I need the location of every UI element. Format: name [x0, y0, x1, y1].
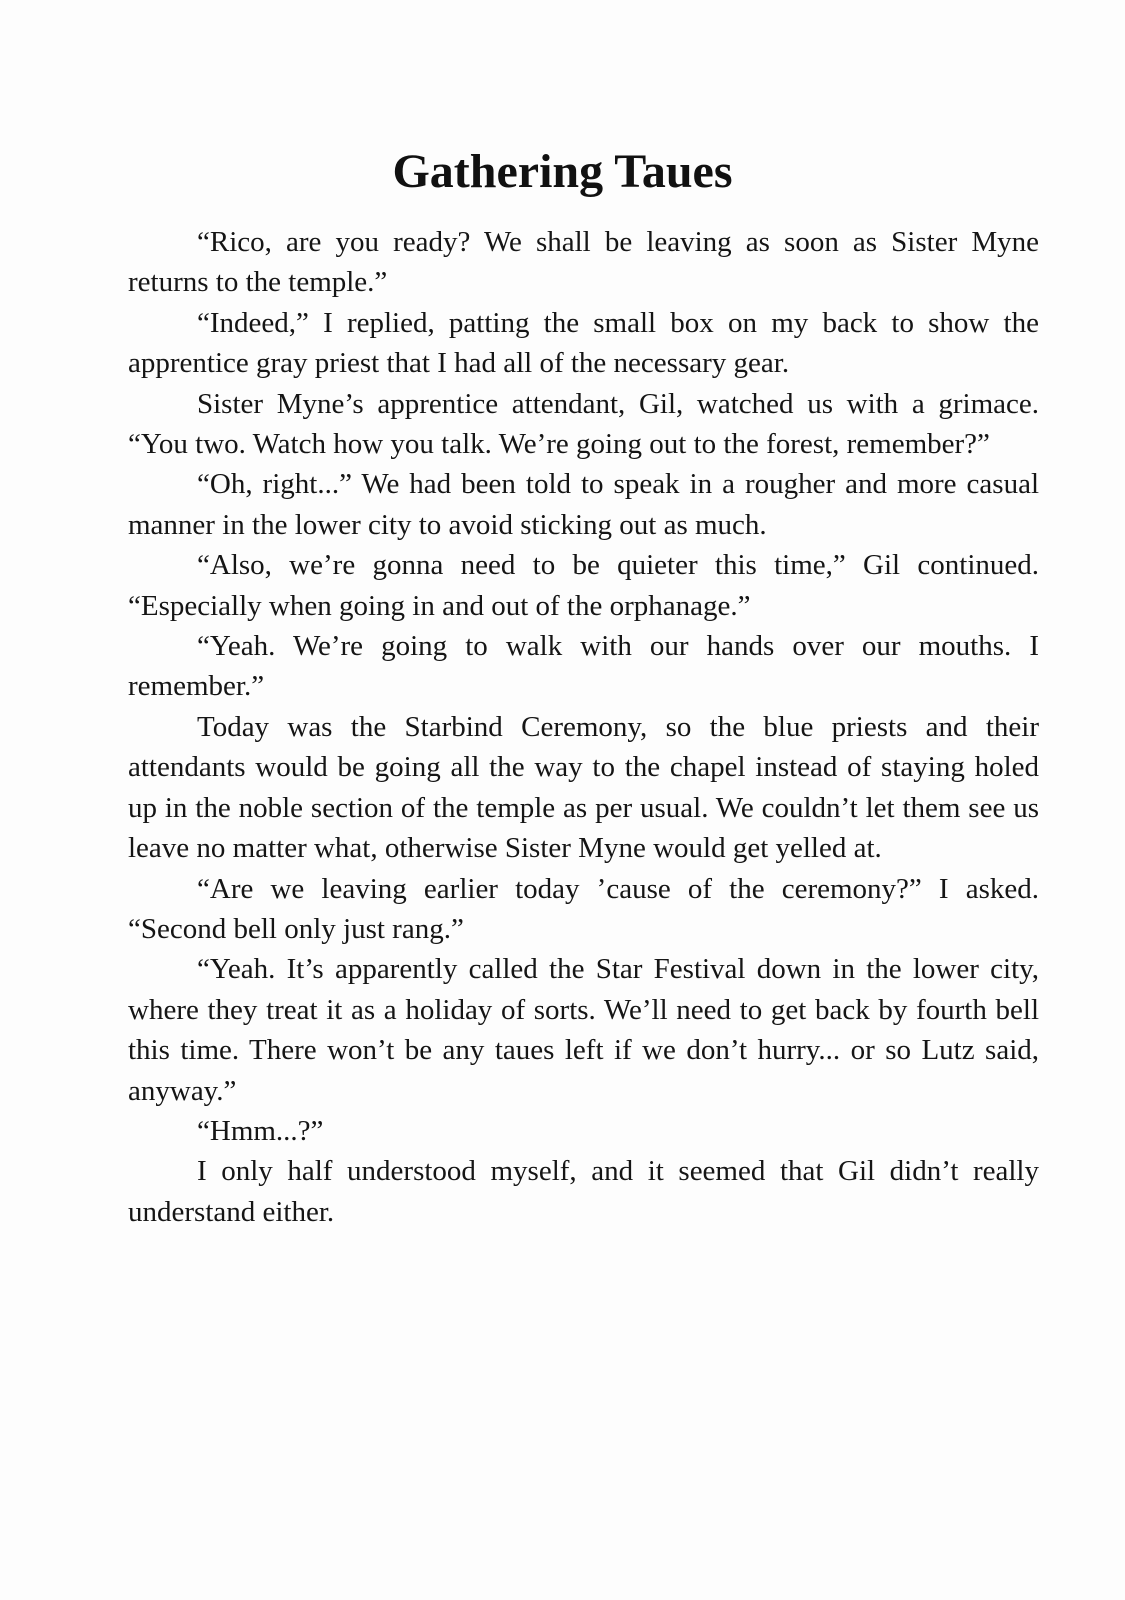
paragraph: “Rico, are you ready? We shall be leaving as soon as Sister Myne returns to the temple.”: [128, 226, 1039, 299]
paragraph: “Are we leaving earlier today ’cause of the ceremony?” I asked. “Second bell only just rang.”: [128, 872, 1039, 945]
paragraph: “Hmm...?”: [197, 1114, 324, 1147]
chapter-body: [128, 222, 1039, 1232]
paragraph: “Yeah. We’re going to walk with our hands over our mouths. I remember.”: [128, 630, 1039, 703]
paragraph: I only half understood myself, and it seemed that Gil didn’t really understand either.: [128, 1155, 1039, 1228]
paragraph: “Yeah. It’s apparently called the Star Festival down in the lower city, where they treat it as a holiday of sorts. We’ll need to get back by fourth bell this time. There won’t be any taues left if we don’t hurry... or so Lutz said, anyway.”: [128, 953, 1039, 1107]
paragraph: Sister Myne’s apprentice attendant, Gil, watched us with a grimace. “You two. Watch how you talk. We’re going out to the forest, remember?”: [128, 387, 1039, 461]
paragraph: “Also, we’re gonna need to be quieter this time,” Gil continued. “Especially when going in and out of the orphanage.”: [128, 549, 1039, 622]
chapter-title: Gathering Taues: [392, 145, 733, 198]
paragraph: “Oh, right...” We had been told to speak in a rougher and more casual manner in the lower city to avoid sticking out as much.: [128, 468, 1039, 541]
paragraph: “Indeed,” I replied, patting the small box on my back to show the apprentice gray priest that I had all of the necessary gear.: [128, 306, 1039, 380]
paragraph: Today was the Starbind Ceremony, so the blue priests and their attendants would be going all the way to the chapel instead of staying holed up in the noble section of the temple as per usual. We couldn’t let them see us leave no matter what, otherwise Sister Myne would get yelled at.: [128, 710, 1039, 865]
